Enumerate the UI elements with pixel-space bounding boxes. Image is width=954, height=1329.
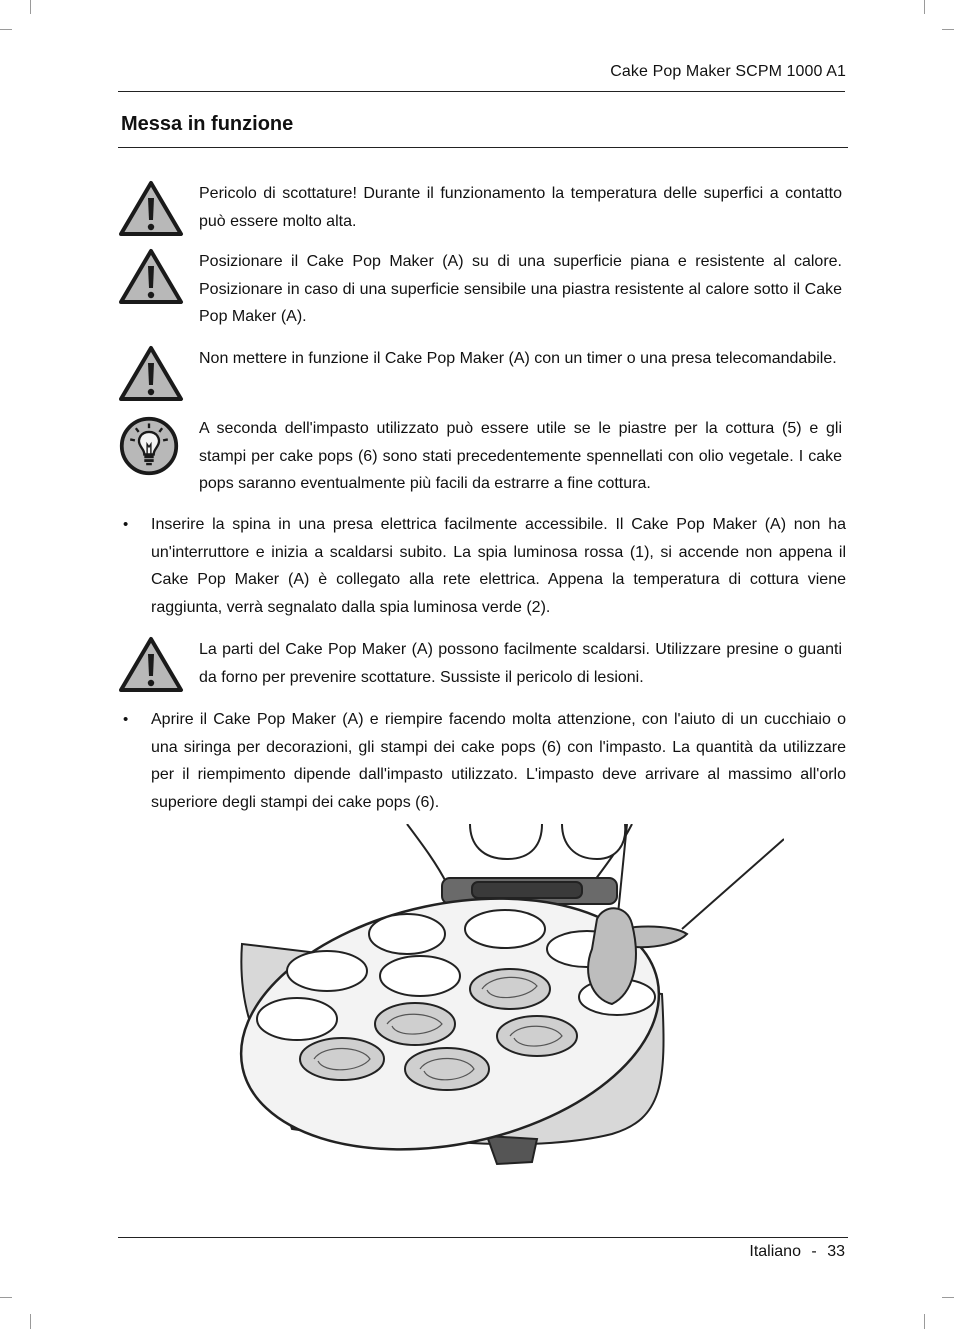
title-rule (118, 147, 848, 148)
bullet-item (119, 706, 846, 816)
bullet-marker: • (123, 711, 129, 728)
note-text: La parti del Cake Pop Maker (A) possono facilmente scaldarsi. Utilizzare presine o guanti da forno per prevenire scottature. Sussiste il pericolo di lesioni. (199, 641, 842, 686)
foot-right (487, 1136, 537, 1164)
warning-triangle-icon (118, 636, 184, 694)
bullet-item (119, 511, 846, 621)
note-text: Non mettere in funzione il Cake Pop Maker (A) con un timer o una presa telecomandabile. (199, 350, 837, 367)
tip-note (118, 415, 845, 499)
page-number: 33 (827, 1243, 845, 1260)
bullet-text: Aprire il Cake Pop Maker (A) e riempire facendo molta attenzione, con l'aiuto di un cucchiaio o una siringa per decorazioni, gli stampi dei cake pops (6) con l'impasto. La quantità da utilizzare per il riempimento dipende dall'impasto utilizzato. L'impasto deve arrivare al massimo all'orlo superiore degli stampi dei cake pops (6). (151, 711, 846, 811)
page-footer (749, 1243, 845, 1261)
header-rule (118, 91, 845, 92)
footer-rule (118, 1237, 848, 1238)
warning-triangle-icon (118, 345, 184, 403)
crop-mark (30, 0, 31, 14)
warning-note (118, 636, 845, 692)
section-title: Messa in funzione (121, 113, 294, 135)
crop-mark (924, 0, 925, 14)
crop-mark (942, 1297, 954, 1298)
warning-note (118, 180, 845, 236)
warning-note (118, 248, 845, 332)
crop-mark (30, 1314, 31, 1329)
bullet-marker: • (123, 516, 129, 533)
crop-mark (924, 1314, 925, 1329)
crop-mark (0, 1297, 12, 1298)
warning-triangle-icon (118, 180, 184, 238)
upper-plate (407, 824, 632, 884)
bullet-text: Inserire la spina in una presa elettrica facilmente accessibile. Il Cake Pop Maker (A) non ha un'interruttore e inizia a scaldarsi subito. La spia luminosa rossa (1), si accende non appena il Cake Pop Maker (A) è collegato alla rete elettrica. Appena la temperatura di cottura viene raggiunta, verrà segnalato dalla spia luminosa verde (2). (151, 516, 846, 616)
running-header: Cake Pop Maker SCPM 1000 A1 (610, 63, 846, 80)
warning-triangle-icon (118, 248, 184, 306)
lightbulb-tip-icon (118, 415, 180, 477)
footer-language: Italiano (749, 1243, 801, 1260)
note-text: Pericolo di scottature! Durante il funzionamento la temperatura delle superfici a contatto può essere molto alta. (199, 185, 842, 230)
footer-separator: - (811, 1243, 817, 1260)
crop-mark (942, 29, 954, 30)
note-text: Posizionare il Cake Pop Maker (A) su di una superficie piana e resistente al calore. Posizionare in caso di una superficie sensibile una piastra resistente al calore sotto il Cake Pop Maker (A). (199, 253, 842, 326)
note-text: A seconda dell'impasto utilizzato può essere utile se le piastre per la cottura (5) e gli stampi per cake pops (6) sono stati precedentemente spennellati con olio vegetale. I cake pops saranno eventualmente più facili da estrarre a fine cottura. (199, 420, 842, 493)
cake-pop-maker-illustration (232, 824, 784, 1169)
warning-note (118, 345, 845, 401)
crop-mark (0, 29, 12, 30)
